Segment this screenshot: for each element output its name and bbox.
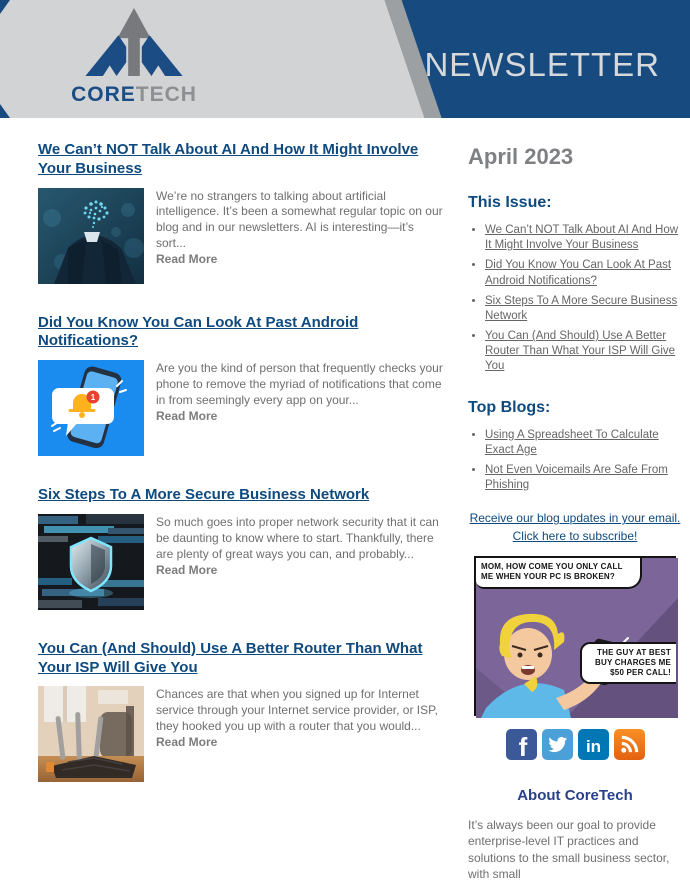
article-excerpt-text: Are you the kind of person that frequently checks your phone to remove the myriad of notifications that come in from seemingly every app on your...	[156, 361, 443, 407]
article-image-router[interactable]	[38, 686, 144, 782]
brand-wordmark	[56, 83, 212, 107]
issue-link[interactable]: We Can’t NOT Talk About AI And How It Might Involve Your Business	[485, 224, 679, 252]
comic-image	[474, 556, 676, 716]
this-issue-list	[468, 223, 682, 375]
article-excerpt	[156, 360, 447, 456]
coretech-logo	[56, 8, 212, 107]
facebook-glyph: f	[518, 732, 527, 763]
corner-accent	[0, 0, 10, 14]
article-excerpt	[156, 188, 447, 284]
list-item	[485, 329, 682, 375]
read-more-link[interactable]: Read More	[156, 408, 218, 423]
content-area	[0, 118, 690, 882]
subscribe-link-line1[interactable]: Receive our blog updates in your email.	[469, 511, 681, 526]
read-more-link[interactable]: Read More	[156, 562, 218, 577]
article-title-link[interactable]: Six Steps To A More Secure Business Network	[38, 486, 370, 503]
comic-speech-bubble: THE GUY AT BEST BUY CHARGES ME $50 PER CALL!	[580, 642, 676, 684]
article-image-ai-brain[interactable]	[38, 188, 144, 284]
brand-core-text: CORE	[71, 83, 136, 106]
list-item	[485, 428, 682, 458]
article-title-link[interactable]: Did You Know You Can Look At Past Android Notifications?	[38, 313, 359, 350]
article-excerpt	[156, 686, 447, 782]
subscribe-link-line2[interactable]: Click here to subscribe!	[512, 528, 638, 543]
read-more-link[interactable]: Read More	[156, 252, 218, 267]
article-excerpt-text: Chances are that when you signed up for Internet service through your Internet service provider, or ISP, they hooked you up with a router that you would...	[156, 687, 438, 734]
issue-month: April 2023	[468, 144, 574, 169]
article-title-link[interactable]: We Can’t NOT Talk About AI And How It Might Involve Your Business	[38, 141, 419, 177]
issue-link[interactable]: Did You Know You Can Look At Past Android Notifications?	[485, 259, 672, 287]
list-item	[485, 258, 682, 288]
blog-link[interactable]: Not Even Voicemails Are Safe From Phishing	[485, 463, 668, 492]
article-title-link[interactable]: You Can (And Should) Use A Better Router Than What Your ISP Will Give You	[38, 639, 423, 676]
top-blogs-list	[468, 428, 682, 494]
comic-speech-bubble: MOM, HOW COME YOU ONLY CALL ME WHEN YOUR PC IS BROKEN?	[476, 558, 642, 589]
issue-link[interactable]: You Can (And Should) Use A Better Router Than What Your ISP Will Give You	[485, 330, 676, 373]
coretech-arrow-logo-icon	[74, 8, 194, 76]
article-android-notifications	[38, 314, 447, 457]
rss-icon[interactable]	[614, 729, 645, 760]
list-item	[485, 223, 682, 253]
list-item	[485, 294, 682, 324]
corner-accent	[0, 104, 10, 118]
article-image-notification-phone[interactable]	[38, 360, 144, 456]
brand-tech-text: TECH	[135, 83, 197, 106]
linkedin-icon[interactable]	[578, 729, 609, 760]
linkedin-glyph: in	[585, 737, 601, 757]
article-router	[38, 640, 447, 783]
this-issue-heading: This Issue:	[468, 194, 552, 211]
article-excerpt	[156, 514, 447, 610]
top-blogs-heading: Top Blogs:	[468, 398, 551, 416]
twitter-bird-icon[interactable]	[542, 729, 573, 760]
about-text: It’s always been our goal to provide enterprise-level IT practices and solutions to the small business sector, with small	[468, 818, 670, 881]
list-item	[485, 463, 682, 493]
social-links	[468, 729, 682, 763]
article-secure-network	[38, 486, 447, 610]
header-banner	[0, 0, 690, 118]
facebook-icon[interactable]	[506, 729, 537, 763]
sidebar	[468, 141, 682, 882]
blog-link[interactable]: Using A Spreadsheet To Calculate Exact Age	[485, 428, 659, 456]
subscribe-block	[468, 510, 682, 545]
article-ai	[38, 141, 447, 284]
articles-column	[38, 141, 447, 882]
article-image-security-shield[interactable]	[38, 514, 144, 610]
read-more-link[interactable]: Read More	[156, 735, 218, 750]
issue-link[interactable]: Six Steps To A More Secure Business Network	[485, 294, 678, 322]
notification-badge-count: 1	[90, 393, 96, 402]
about-heading: About CoreTech	[517, 787, 633, 805]
article-excerpt-text: We’re no strangers to talking about artificial intelligence. It’s been a somewhat regular topic on our blog and in our newsletters. AI is interesting—it’s sort...	[156, 188, 443, 251]
newsletter-banner-title: NEWSLETTER	[424, 46, 660, 83]
article-excerpt-text: So much goes into proper network security that it can be daunting to know where to start. Thankfully, there are plenty of great ways you can, and probably...	[156, 514, 439, 561]
